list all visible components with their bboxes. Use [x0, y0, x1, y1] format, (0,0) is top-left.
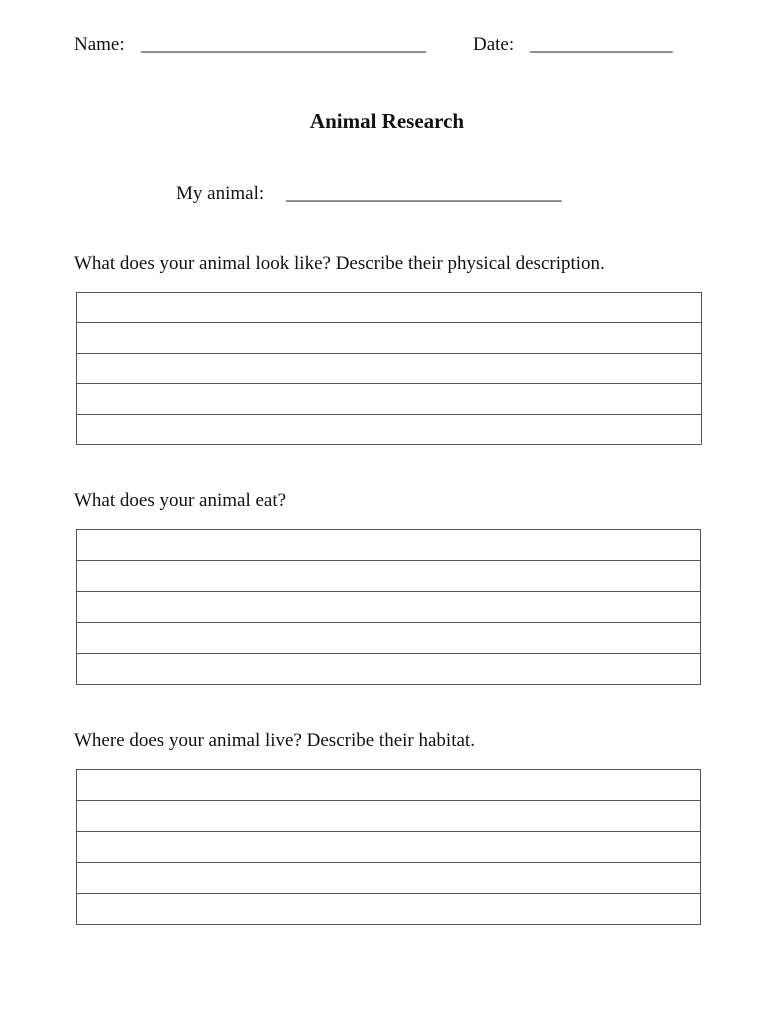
- date-label: Date:: [473, 34, 515, 55]
- answer-row[interactable]: [77, 654, 700, 685]
- answer-row[interactable]: [77, 592, 700, 623]
- answer-row[interactable]: [77, 293, 701, 323]
- answer-row[interactable]: [77, 354, 701, 384]
- answer-row[interactable]: [77, 863, 700, 894]
- name-blank-line[interactable]: ______________________________: [141, 34, 426, 55]
- answer-row[interactable]: [77, 894, 700, 925]
- answer-row[interactable]: [77, 384, 701, 414]
- question-habitat: Where does your animal live? Describe their habitat.: [74, 730, 475, 751]
- answer-row[interactable]: [77, 415, 701, 445]
- my-animal-label: My animal:: [176, 183, 265, 204]
- question-appearance: What does your animal look like? Describe their physical description.: [74, 253, 605, 274]
- my-animal-blank-line[interactable]: _____________________________: [286, 183, 562, 204]
- answer-box-habitat[interactable]: [76, 769, 701, 925]
- answer-row[interactable]: [77, 323, 701, 353]
- answer-row[interactable]: [77, 832, 700, 863]
- question-diet: What does your animal eat?: [74, 490, 287, 511]
- answer-row[interactable]: [77, 561, 700, 592]
- answer-row[interactable]: [77, 530, 700, 561]
- name-label: Name:: [74, 34, 125, 55]
- page-title: Animal Research: [309, 109, 465, 133]
- answer-row[interactable]: [77, 770, 700, 801]
- answer-box-diet[interactable]: [76, 529, 701, 685]
- date-blank-line[interactable]: _______________: [530, 34, 673, 55]
- answer-box-appearance[interactable]: [76, 292, 702, 445]
- answer-row[interactable]: [77, 801, 700, 832]
- answer-row[interactable]: [77, 623, 700, 654]
